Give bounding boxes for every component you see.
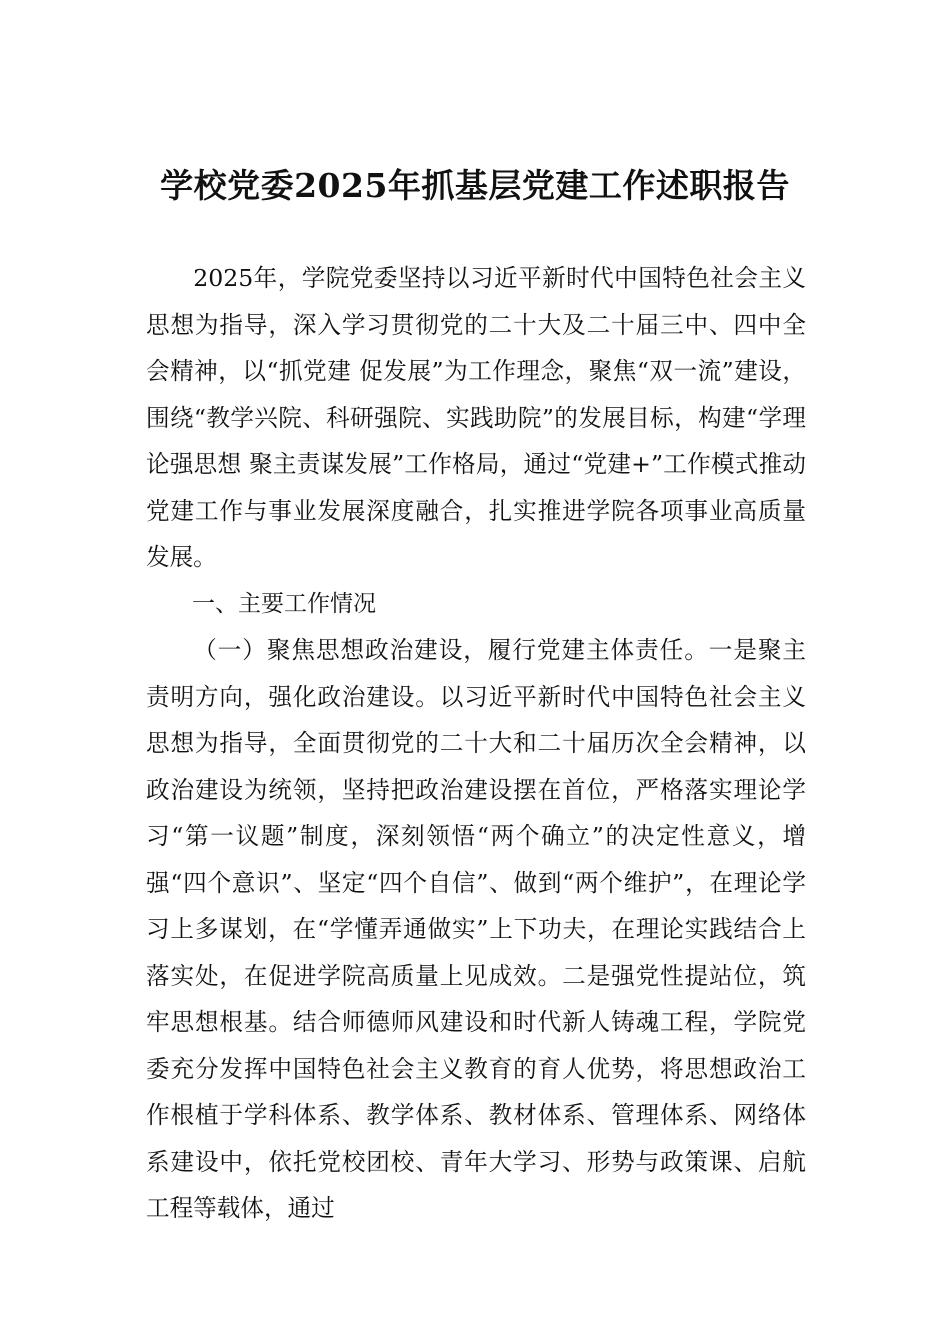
document-body <box>146 255 806 1232</box>
subsection-lead: （一）聚焦思想政治建设，履行党建主体责任。 <box>193 636 709 664</box>
section-heading: 一、主要工作情况 <box>192 590 376 617</box>
subsection-body: 一是聚主责明方向，强化政治建设。以习近平新时代中国特色社会主义思想为指导，全面贯彻党的二十大和二十届历次全会精神，以政治建设为统领，坚持把政治建设摆在首位，严格落实理论学习“第一议题”制度，深刻领悟“两个确立”的决定性意义，增强“四个意识”、坚定“四个自信”、做到“两个维护”，在理论学习上多谋划，在“学懂弄通做实”上下功夫，在理论实践结合上落实处，在促进学院高质量上见成效。二是强党性提站位，筑牢思想根基。结合师德师风建设和时代新人铸魂工程，学院党委充分发挥中国特色社会主义教育的育人优势，将思想政治工作根植于学科体系、教学体系、教材体系、管理体系、网络体系建设中，依托党校团校、青年大学习、形势与政策课、启航工程等载体，通过 <box>146 636 807 1222</box>
section-paragraph <box>146 627 806 1232</box>
intro-paragraph: 2025年，学院党委坚持以习近平新时代中国特色社会主义思想为指导，深入学习贯彻党的二十大及二十届三中、四中全会精神，以“抓党建 促发展”为工作理念，聚焦“双一流”建设，围绕“教学兴院、科研强院、实践助院”的发展目标，构建“学理论强思想 聚主责谋发展”工作格局，通过“党建+”工作模式推动党建工作与事业发展深度融合，扎实推进学院各项事业高质量发展。 <box>146 264 806 571</box>
page-title: 学校党委2025年抓基层党建工作述职报告 <box>160 166 790 205</box>
